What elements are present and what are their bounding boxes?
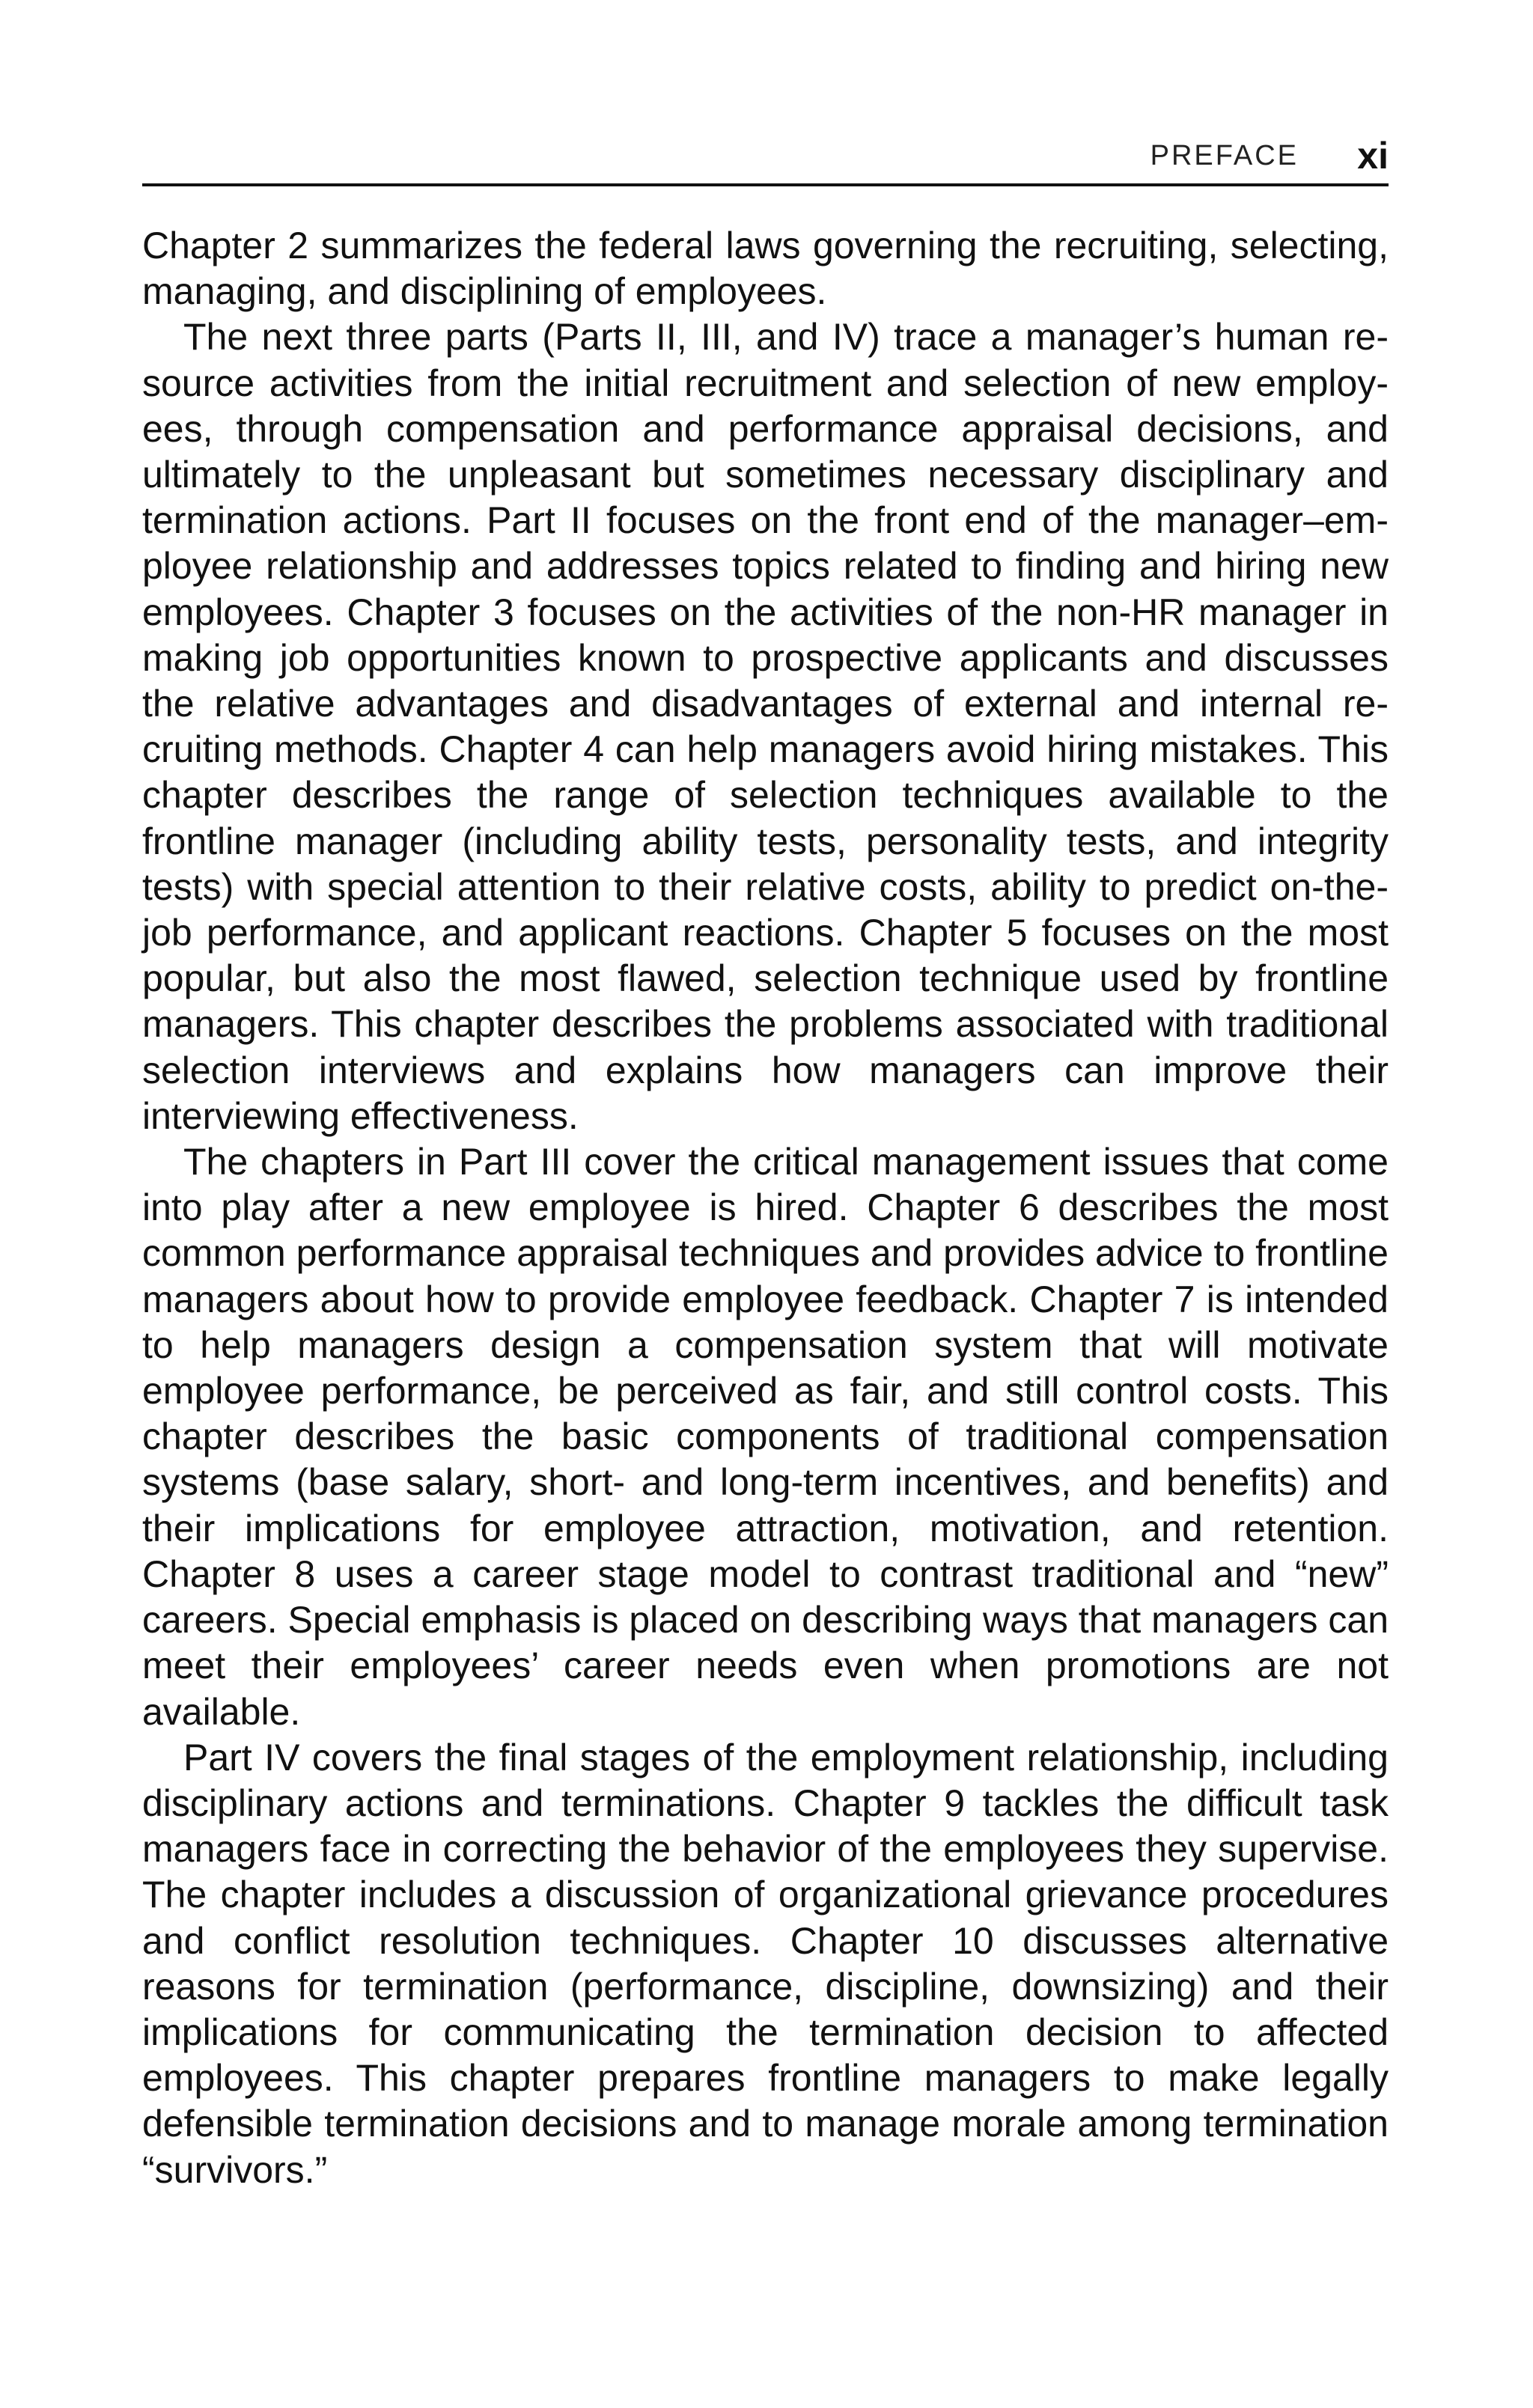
paragraph-chapter-2: Chapter 2 summarizes the federal laws governing the recruiting, selecting, managing, and disciplining of employees. bbox=[142, 225, 1389, 313]
page-number: xi bbox=[1357, 135, 1389, 177]
body-text bbox=[142, 223, 1389, 2193]
running-head bbox=[142, 124, 1389, 183]
section-label: PREFACE bbox=[1150, 140, 1299, 171]
paragraph-part-iv: Part IV covers the final stages of the employment relationship, including disciplinary actions and terminations. Chapter 9 tackles the difficult task managers face in correcting the behavior of the employees they supervise. The chapter includes a discussion of organizational grievance procedures and conflict resolution techniques. Chapter 10 discusses alternative reasons for termination (performance, discipline, downsizing) and their implications for communicating the termination decision to affected employees. This chapter prepares frontline managers to make legally defensible termination decisions and to manage morale among termination “survivors.” bbox=[142, 1736, 1389, 2191]
header-rule bbox=[142, 183, 1389, 186]
paragraph-parts-overview: The next three parts (Parts II, III, and IV) trace a manager’s human resource activities from the initial recruitment and selection of new employees, through compensation and performance appraisal decisions, and ultimately to the unpleasant but sometimes necessary disciplinary and termination actions. Part II focuses on the front end of the manager–employee relationship and addresses topics related to finding and hiring new employees. Chapter 3 focuses on the activities of the non-HR manager in making job opportunities known to prospective applicants and discusses the relative advantages and disadvantages of external and internal recruiting methods. Chapter 4 can help managers avoid hiring mistakes. This chapter describes the range of selection techniques available to the frontline manager (including ability tests, personality tests, and integrity tests) with special attention to their relative costs, ability to predict on-the-job performance, and applicant reactions. Chapter 5 focuses on the most popular, but also the most flawed, selection technique used by frontline managers. This chapter describes the problems associated with traditional selection interviews and explains how managers can improve their interviewing effectiveness. bbox=[142, 316, 1389, 1137]
paragraph-part-iii: The chapters in Part III cover the critical management issues that come into play after a new employee is hired. Chapter 6 describes the most common performance appraisal techniques and provides advice to frontline managers about how to provide employee feedback. Chapter 7 is intended to help managers design a compensation system that will motivate employee performance, be perceived as fair, and still control costs. This chapter describes the basic components of traditional compensation systems (base salary, short- and long-term incentives, and benefits) and their implications for employee attraction, motivation, and retention. Chapter 8 uses a career stage model to contrast traditional and “new” careers. Special emphasis is placed on describing ways that managers can meet their employees’ career needs even when promotions are not available. bbox=[142, 1141, 1389, 1733]
